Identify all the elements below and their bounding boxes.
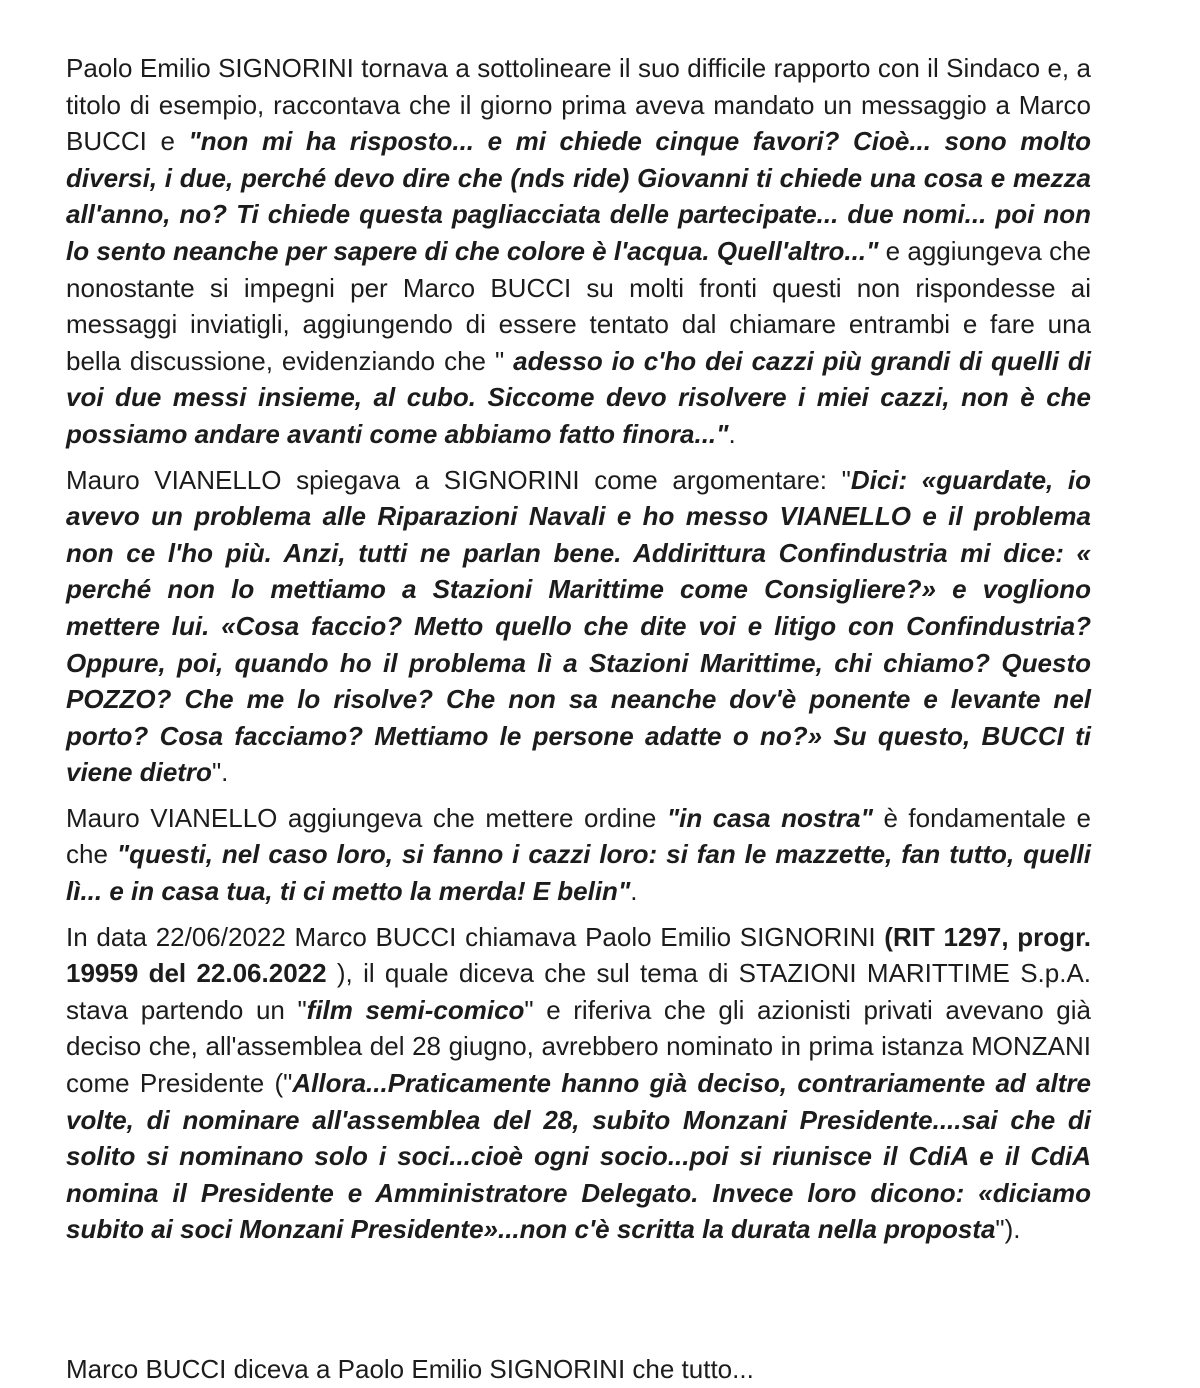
quote-run: Allora...Praticamente hanno già deciso, contrariamente ad altre volte, di nominare all'assemblea del 28, subito Monzani Presidente....sai che di solito si nominano solo i soci...cioè ogni socio...poi si riunisce il CdiA e il CdiA nomina il Presidente e Amministratore Delegato. Invece loro dicono: «diciamo subito ai soci Monzani Presidente»...non c'è scritta la durata nella proposta bbox=[66, 1068, 1091, 1245]
text-run: Mauro VIANELLO aggiungeva che mettere ordine bbox=[66, 802, 667, 833]
text-run: Paolo Emilio SIGNORINI tornava a sottolineare il suo difficile rapporto con il Sindaco e, a titolo di esempio, raccontava che il giorno prima aveva mandato un messaggio a Marco BUCCI e bbox=[66, 53, 1091, 157]
paragraph-vianello-argomentare bbox=[66, 462, 1091, 791]
quote-run: "questi, nel caso loro, si fanno i cazzi loro: si fan le mazzette, fan tutto, quelli lì... e in casa tua, ti ci metto la merda! E belin" bbox=[66, 839, 1091, 907]
paragraph-signorini-sindaco bbox=[66, 50, 1091, 453]
reference-run: (RIT 1297, progr. 19959 del 22.06.2022 bbox=[66, 921, 1091, 989]
document-body bbox=[66, 50, 1091, 1257]
text-run: ". bbox=[211, 757, 229, 788]
paragraph-bucci-chiamata bbox=[66, 919, 1091, 1248]
text-run: "). bbox=[995, 1214, 1021, 1245]
text-run: . bbox=[728, 418, 736, 449]
quote-run: "in casa nostra" bbox=[666, 802, 873, 833]
text-run: Mauro VIANELLO spiegava a SIGNORINI come argomentare: " bbox=[66, 464, 851, 495]
text-run: . bbox=[630, 876, 638, 907]
text-run: è fondamentale e che bbox=[66, 802, 1091, 870]
paragraph-vianello-ordine bbox=[66, 800, 1091, 910]
cutoff-line: Marco BUCCI diceva a Paolo Emilio SIGNORINI che tutto... bbox=[66, 1354, 754, 1384]
text-run: " e riferiva che gli azionisti privati avevano già deciso che, all'assemblea del 28 giugno, avrebbero nominato in prima istanza MONZANI come Presidente (" bbox=[66, 994, 1091, 1099]
quote-run: "non mi ha risposto... e mi chiede cinque favori? Cioè... sono molto diversi, i due, perché devo dire che (nds ride) Giovanni ti chiede una cosa e mezza all'anno, no? Ti chiede questa pagliacciata delle partecipate... due nomi... poi non lo sento neanche per sapere di che colore è l'acqua. Quell'altro..." bbox=[66, 126, 1091, 266]
quote-run: Dici: «guardate, io avevo un problema alle Riparazioni Navali e ho messo VIANELLO e il problema non ce l'ho più. Anzi, tutti ne parlan bene. Addirittura Confindustria mi dice: « perché non lo mettiamo a Stazioni Marittime come Consigliere?» e vogliono mettere lui. «Cosa faccio? Metto quello che dite voi e litigo con Confindustria? Oppure, poi, quando ho il problema lì a Stazioni Marittime, chi chiamo? Questo POZZO? Che me lo risolve? Che non sa neanche dov'è ponente e levante nel porto? Cosa facciamo? Mettiamo le persone adatte o no?» Su questo, BUCCI ti viene dietro bbox=[66, 464, 1091, 788]
text-run: e aggiungeva che nonostante si impegni per Marco BUCCI su molti fronti questi non rispondesse ai messaggi inviatigli, aggiungendo di essere tentato dal chiamare entrambi e fare una bella discussione, evidenziando che " bbox=[66, 235, 1092, 376]
quote-run: adesso io c'ho dei cazzi più grandi di quelli di voi due messi insieme, al cubo. Siccome devo risolvere i miei cazzi, non è che possiamo andare avanti come abbiamo fatto finora..." bbox=[66, 345, 1091, 449]
text-run: ), il quale diceva che sul tema di STAZIONI MARITTIME S.p.A. stava partendo un " bbox=[66, 958, 1092, 1025]
quote-run: film semi-comico bbox=[306, 994, 525, 1025]
text-run: In data 22/06/2022 Marco BUCCI chiamava Paolo Emilio SIGNORINI bbox=[66, 921, 885, 952]
